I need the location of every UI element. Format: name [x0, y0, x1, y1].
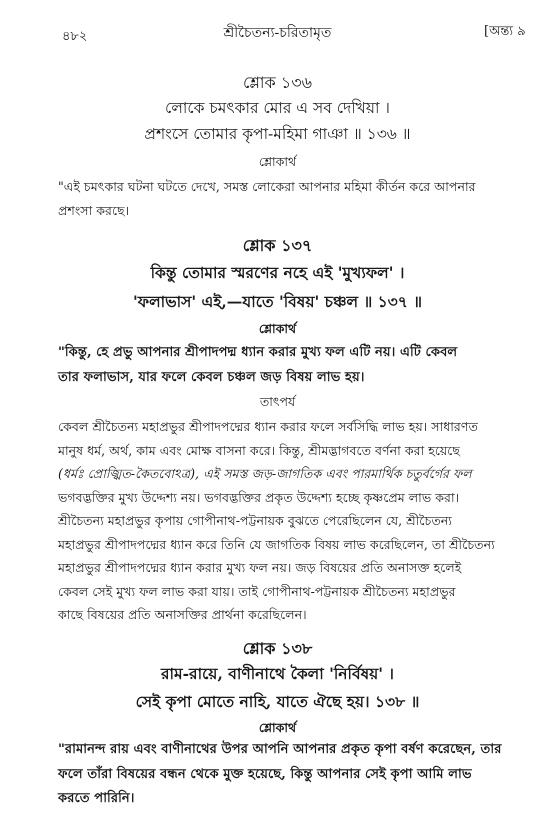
purport-heading: তাৎপর্য [259, 394, 296, 409]
purport-line: মহাপ্রভুর শ্রীপাদপদ্মের ধ্যান করার মুখ্য ফল নয়। জড় বিষয়ের প্রতি অনাসক্ত হলেই [58, 560, 462, 575]
purport-line: কেবল সেই মুখ্য ফল লাভ করা যায়। তাই গোপীনাথ-পট্টনায়ক শ্রীচৈতন্য মহাপ্রভুর [58, 583, 456, 599]
sloka-137-verse-line-2: 'ফলাভাস' এই,—যাতে 'বিষয়' চঞ্চল ॥ ১৩৭ ॥ [133, 292, 422, 311]
sloka-137-heading: শ্লোক ১৩৭ [242, 236, 313, 255]
sloka-137-translation-heading: শ্লোকার্থ [258, 321, 297, 336]
sloka-138-verse-line-1: রাম-রায়ে, বাণীনাথে কৈলা 'নির্বিষয়' । [161, 664, 394, 683]
sloka-136-translation [58, 175, 523, 222]
sloka-138-translation-heading: শ্লোকার্থ [258, 720, 297, 735]
translation-line: "এই চমৎকার ঘটনা ঘটতে দেখে, সমস্ত লোকেরা আপনার মহিমা কীর্তন করে আপনার [58, 179, 476, 194]
translation-line: ফলে তাঁরা বিষয়ের বন্ধন থেকে মুক্ত হয়েছে, কিন্তু আপনার সেই কৃপা আমি লাভ [58, 766, 472, 782]
sloka-136-translation-heading: শ্লোকার্থ [258, 154, 297, 169]
sloka-136-verse-line-2: প্রশংসে তোমার কৃপা-মহিমা গাঞা ॥ ১৩৬ ॥ [144, 125, 411, 143]
purport-paragraph [58, 415, 523, 627]
sloka-137-verse-line-1: কিন্তু তোমার স্মরণের নহে এই 'মুখ্যফল' । [150, 263, 405, 282]
sloka-138-heading: শ্লোক ১৩৮ [242, 639, 313, 658]
sloka-138-verse-line-2: সেই কৃপা মোতে নাহি, যাতে ঐছে হয়। ১৩৮ ॥ [135, 692, 420, 711]
translation-line: তার ফলাভাস, যার ফলে কেবল চঞ্চল জড় বিষয় লাভ হয়। [58, 369, 365, 385]
page-number: ৪৮২ [62, 29, 88, 44]
purport-line: মানুষ ধর্ম, অর্থ, কাম এবং মোক্ষ বাসনা করে। কিন্তু, শ্রীমদ্ভাগবতে বর্ণনা করা হয়েছে [58, 442, 460, 458]
purport-line: ভগবদ্ভক্তির মুখ্য উদ্দেশ্য নয়। ভগবদ্ভক্তির প্রকৃত উদ্দেশ্য হচ্ছে কৃষ্ণপ্রেম লাভ করা। [58, 489, 460, 505]
translation-line: প্রশংসা করছে। [58, 202, 130, 218]
purport-line: মহাপ্রভুর শ্রীপাদপদ্মের ধ্যান করে তিনি যে জাগতিক বিষয় লাভ করেছিলেন, তা শ্রীচৈতন্য [58, 536, 495, 552]
sloka-138-translation [58, 738, 523, 812]
translation-line: "রামানন্দ রায় এবং বাণীনাথের উপর আপনি আপনার প্রকৃত কৃপা বর্ষণ করেছেন, তার [58, 742, 502, 757]
translation-line: "কিন্তু, হে প্রভু আপনার শ্রীপাদপদ্ম ধ্যান করার মুখ্য ফল এটি নয়। এটি কেবল [58, 345, 458, 360]
translation-line: করতে পারিনি। [58, 791, 135, 806]
purport-line: কেবল শ্রীচৈতন্য মহাপ্রভুর শ্রীপাদপদ্মের ধ্যান করার ফলে সর্বসিদ্ধি লাভ হয়। সাধারণত [58, 419, 478, 434]
running-title: শ্রীচৈতন্য-চরিতামৃত [223, 25, 332, 41]
purport-line: (ধর্মঃ প্রোজ্ঝিত-কৈতবোঽত্র), এই সমস্ত জড়-জাগতিক এবং পারমার্থিক চতুর্বর্গের ফল [58, 466, 472, 481]
purport-line: শ্রীচৈতন্য মহাপ্রভুর কৃপায় গোপীনাথ-পট্টনায়ক বুঝতে পেরেছিলেন যে, শ্রীচৈতন্য [58, 513, 452, 528]
purport-line: কাছে বিষয়ের প্রতি অনাসক্তির প্রার্থনা করেছিলেন। [58, 607, 307, 622]
sloka-136-heading: শ্লোক ১৩৬ [242, 73, 313, 92]
sloka-136-verse-line-1: লোকে চমৎকার মোর এ সব দেখিয়া । [165, 99, 390, 117]
chapter-marker: [অন্ত্য ৯ [484, 24, 526, 39]
sloka-137-translation [58, 341, 523, 390]
